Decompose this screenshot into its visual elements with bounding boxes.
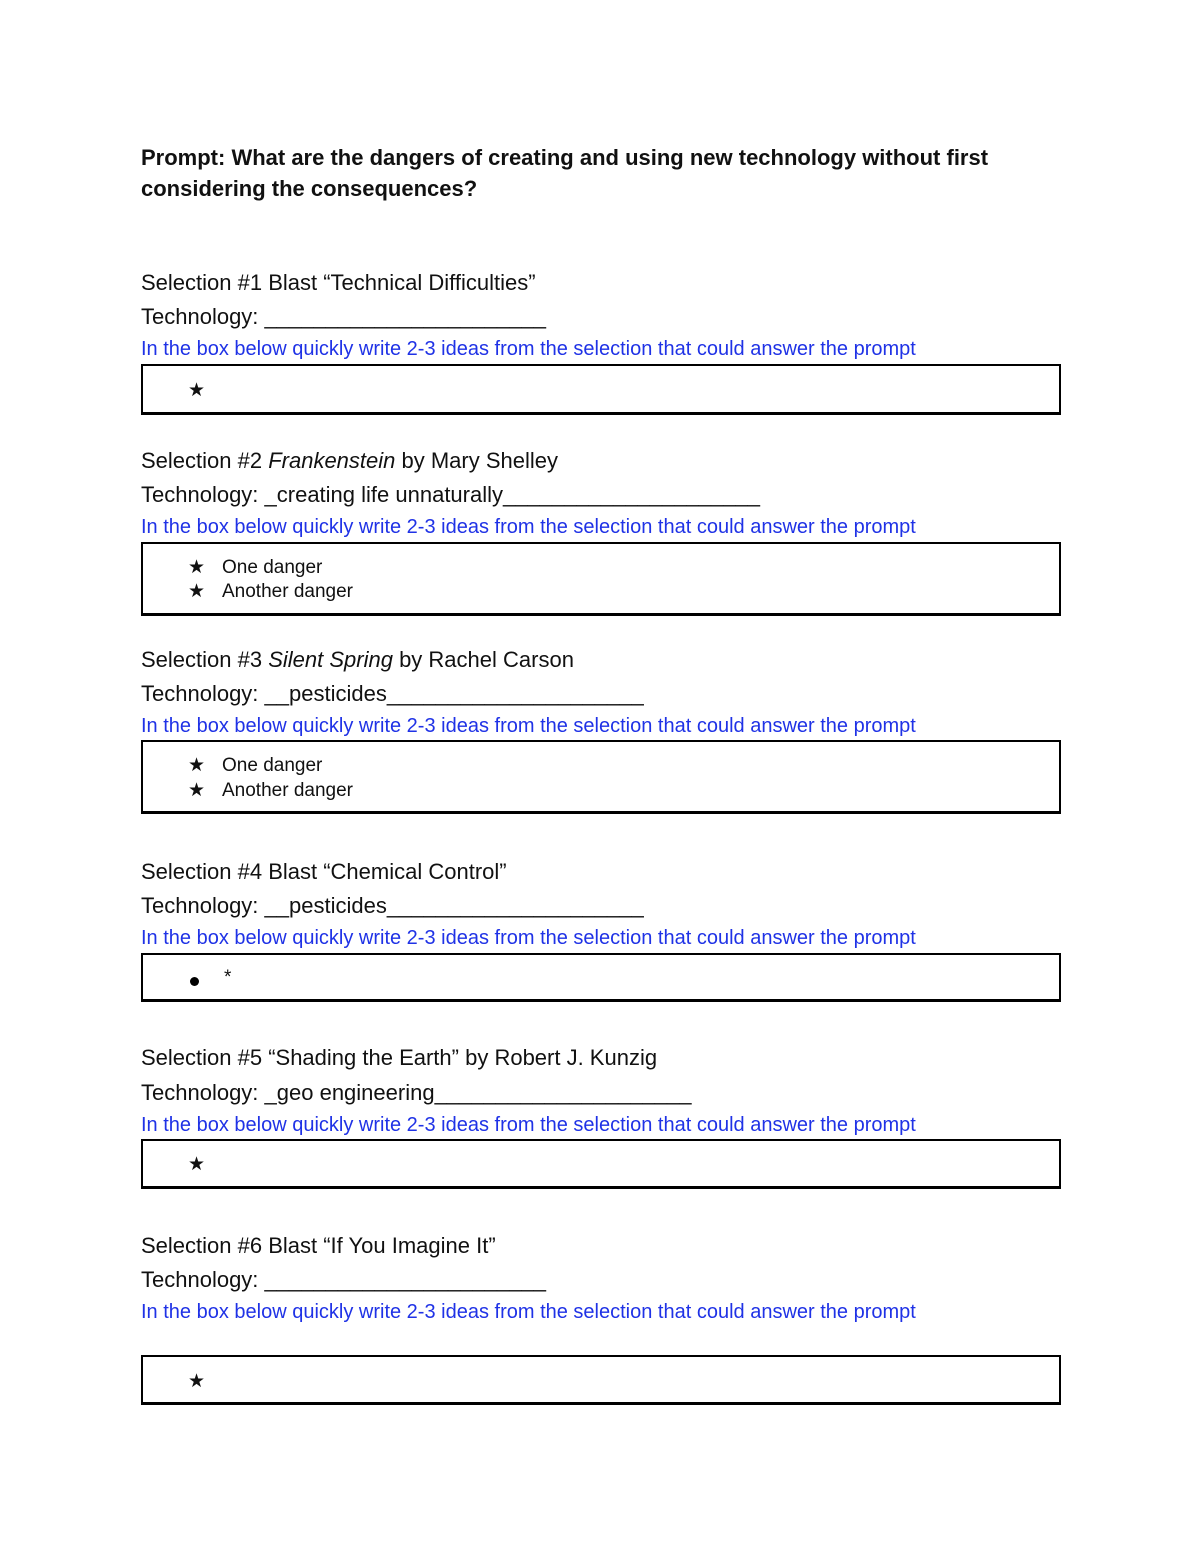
selection-3-work-title: Silent Spring bbox=[268, 647, 393, 672]
selection-2-instruction: In the box below quickly write 2-3 ideas from the selection that could answer the prompt bbox=[141, 516, 916, 538]
star-bullet-icon: ★ bbox=[188, 1371, 206, 1392]
selection-1-answer-box[interactable] bbox=[141, 364, 1061, 415]
selection-6-title: Selection #6 Blast “If You Imagine It” bbox=[141, 1233, 496, 1258]
selection-4-answer-box[interactable] bbox=[141, 953, 1061, 1002]
selection-3-answer-box[interactable] bbox=[141, 740, 1061, 814]
selection-4-instruction: In the box below quickly write 2-3 ideas from the selection that could answer the prompt bbox=[141, 927, 916, 949]
selection-3-technology[interactable]: Technology: __pesticides_____________________ bbox=[141, 681, 644, 706]
star-bullet-icon: ★ bbox=[188, 755, 206, 776]
star-bullet-icon: ★ bbox=[188, 581, 206, 602]
selection-2-work-title: Frankenstein bbox=[268, 448, 396, 473]
star-bullet-icon: ★ bbox=[188, 380, 206, 401]
selection-3-bullet-2: ★ Another danger bbox=[188, 780, 353, 801]
selection-1-technology[interactable]: Technology: _______________________ bbox=[141, 304, 546, 329]
selection-2-answer-box[interactable] bbox=[141, 542, 1061, 616]
selection-5-bullet bbox=[188, 1153, 222, 1177]
star-bullet-icon: ★ bbox=[188, 780, 206, 801]
selection-3-instruction: In the box below quickly write 2-3 ideas from the selection that could answer the prompt bbox=[141, 715, 916, 737]
prompt-question bbox=[141, 142, 1081, 204]
prompt-label: Prompt: bbox=[141, 145, 226, 170]
prompt-text: What are the dangers of creating and using new technology without first considering the consequences? bbox=[141, 145, 989, 201]
selection-2-title: Selection #2 Frankenstein by Mary Shelley bbox=[141, 448, 559, 473]
selection-3-title: Selection #3 Silent Spring by Rachel Carson bbox=[141, 647, 574, 672]
selection-4-technology[interactable]: Technology: __pesticides_____________________ bbox=[141, 893, 644, 918]
selection-2-bullet-1: ★ One danger bbox=[188, 557, 323, 578]
selection-6-instruction: In the box below quickly write 2-3 ideas from the selection that could answer the prompt bbox=[141, 1301, 916, 1323]
asterisk-mark: * bbox=[224, 967, 232, 988]
selection-5-answer-box[interactable] bbox=[141, 1139, 1061, 1189]
selection-6-bullet bbox=[188, 1370, 222, 1394]
selection-1-bullet bbox=[188, 379, 222, 403]
selection-1-instruction: In the box below quickly write 2-3 ideas from the selection that could answer the prompt bbox=[141, 338, 916, 360]
selection-3-bullet-1: ★ One danger bbox=[188, 755, 323, 776]
selection-2-technology[interactable]: Technology: _creating life unnaturally_____________________ bbox=[141, 482, 760, 507]
star-bullet-icon: ★ bbox=[188, 1154, 206, 1175]
selection-5-technology[interactable]: Technology: _geo engineering_____________________ bbox=[141, 1080, 692, 1105]
selection-5-instruction: In the box below quickly write 2-3 ideas from the selection that could answer the prompt bbox=[141, 1114, 916, 1136]
star-bullet-icon: ★ bbox=[188, 557, 206, 578]
selection-2-bullet-2: ★ Another danger bbox=[188, 581, 353, 602]
selection-6-answer-box[interactable] bbox=[141, 1355, 1061, 1405]
round-bullet-icon bbox=[190, 977, 199, 986]
selection-4-title: Selection #4 Blast “Chemical Control” bbox=[141, 859, 507, 884]
selection-5-title: Selection #5 “Shading the Earth” by Robert J. Kunzig bbox=[141, 1045, 658, 1070]
selection-6-technology[interactable]: Technology: _______________________ bbox=[141, 1267, 546, 1292]
selection-1-title: Selection #1 Blast “Technical Difficulties” bbox=[141, 270, 536, 295]
